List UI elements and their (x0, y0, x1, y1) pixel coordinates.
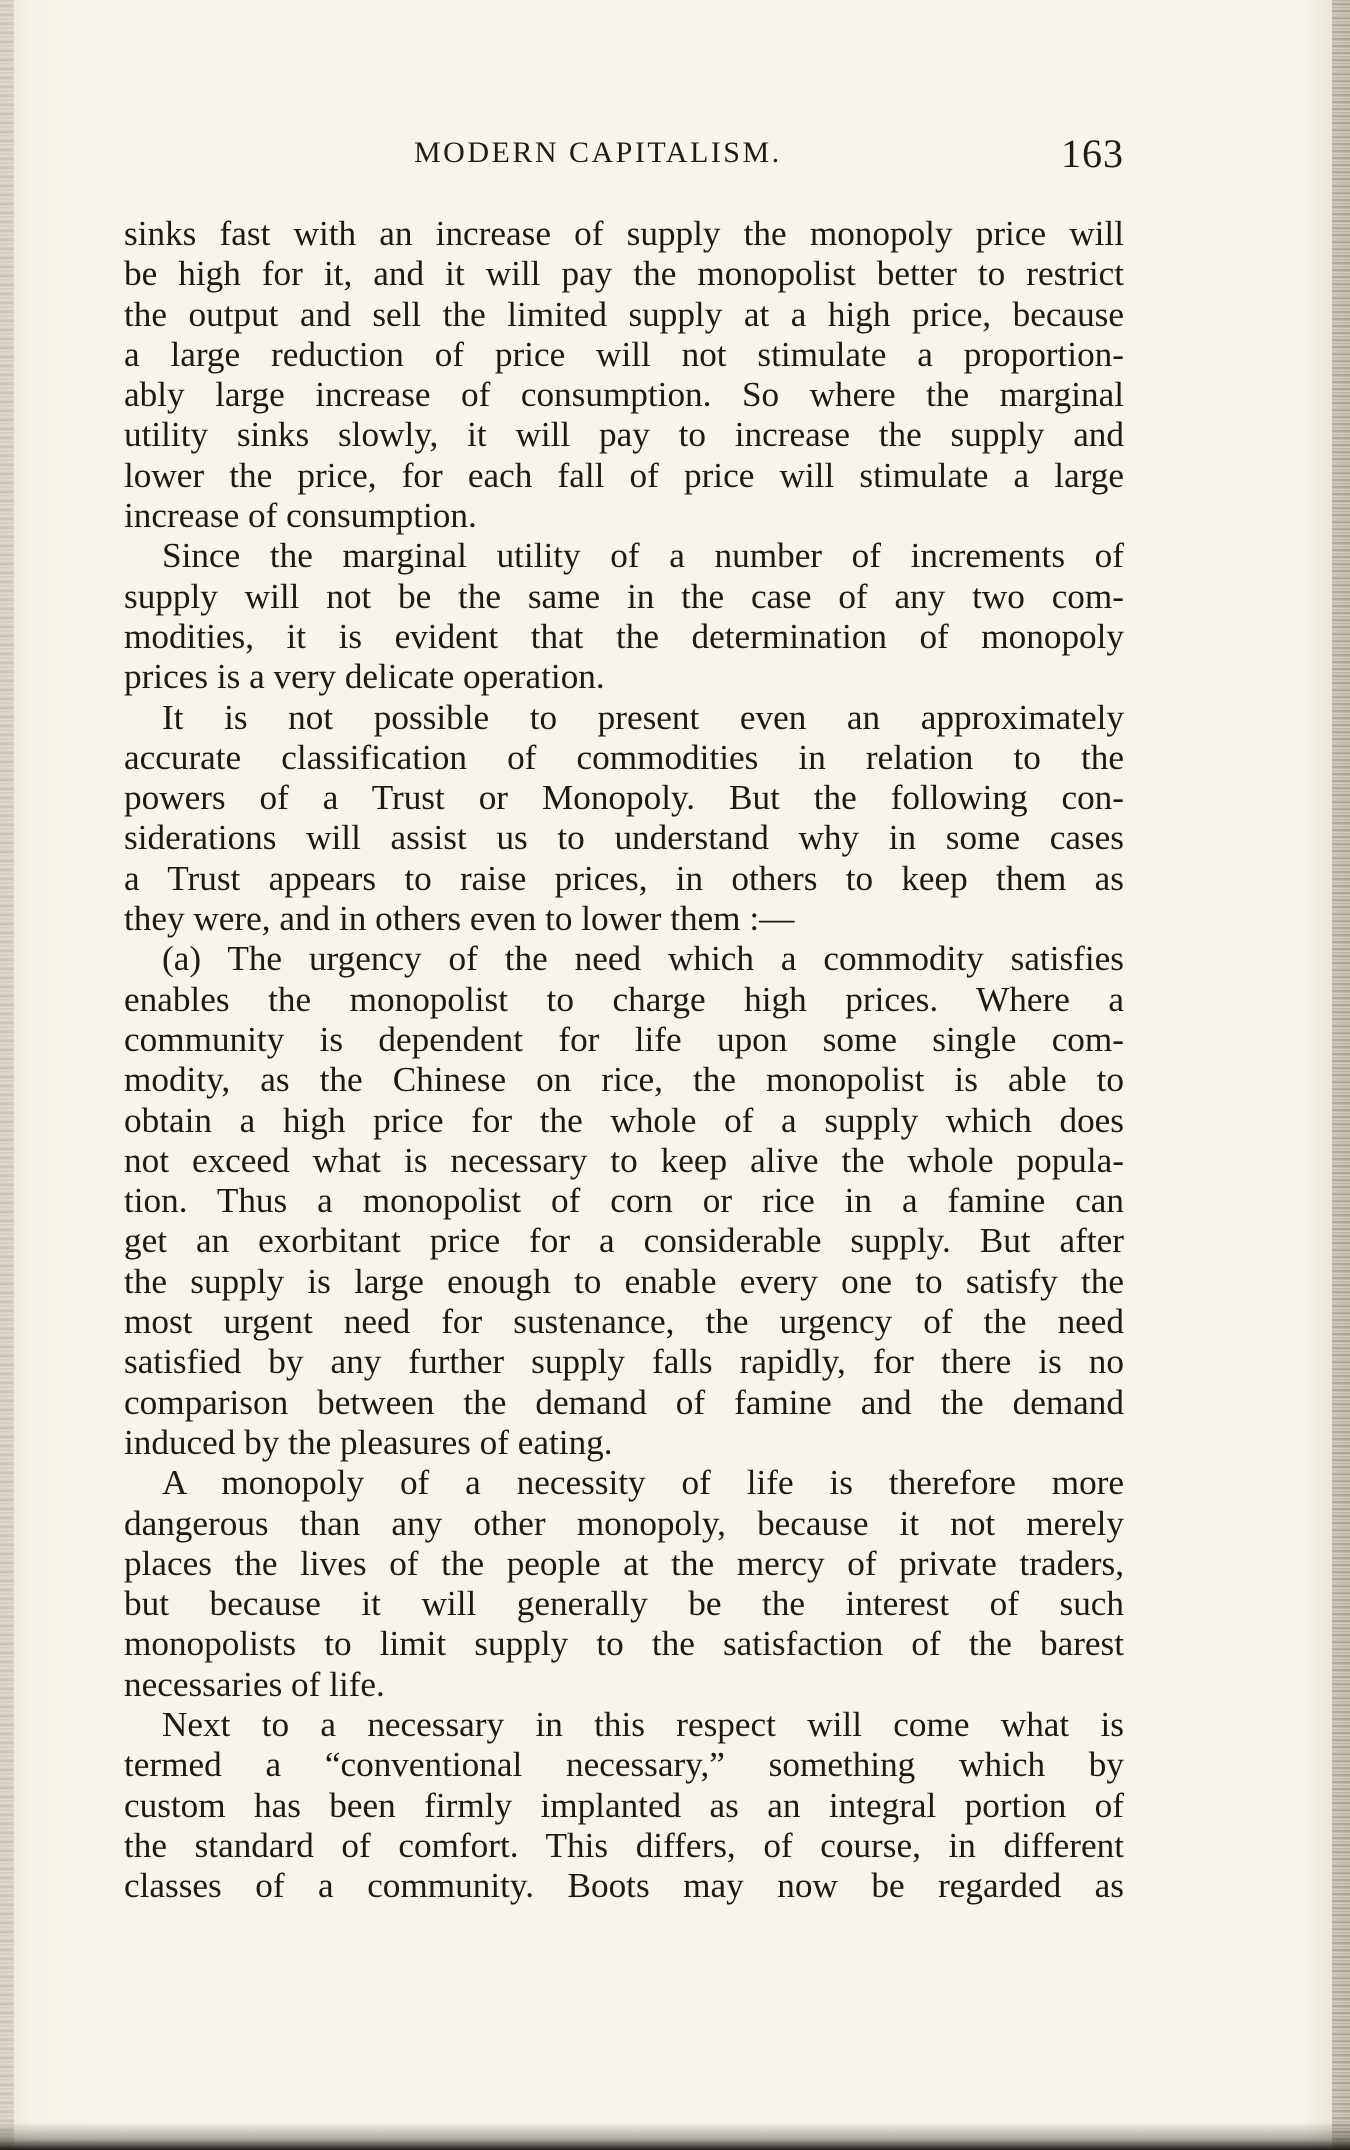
text-line: satisfied by any further supply falls rapidly, for there is no (124, 1342, 1124, 1382)
text-line: necessaries of life. (124, 1664, 385, 1704)
text-line: classes of a community. Boots may now be regarded as (124, 1866, 1124, 1906)
text-line: utility sinks slowly, it will pay to increase the supply and (124, 415, 1124, 455)
text-line: community is dependent for life upon some single com- (124, 1019, 1124, 1059)
text-line: Since the marginal utility of a number of increments of (162, 536, 1124, 576)
text-line: It is not possible to present even an approximately (162, 697, 1124, 737)
text-line: termed a “conventional necessary,” something which by (124, 1745, 1124, 1785)
text-line: tion. Thus a monopolist of corn or rice in a famine can (124, 1181, 1124, 1221)
text-line: (a) The urgency of the need which a commodity satisfies (162, 939, 1124, 979)
text-line: accurate classification of commodities in relation to the (124, 737, 1124, 777)
text-line: supply will not be the same in the case of any two com- (124, 576, 1124, 616)
text-line: they were, and in others even to lower them :— (124, 899, 795, 939)
text-line: A monopoly of a necessity of life is therefore more (162, 1463, 1124, 1503)
text-line: modity, as the Chinese on rice, the monopolist is able to (124, 1060, 1124, 1100)
text-line: lower the price, for each fall of price will stimulate a large (124, 455, 1124, 495)
text-line: a Trust appears to raise prices, in others to keep them as (124, 858, 1124, 898)
text-line: induced by the pleasures of eating. (124, 1422, 613, 1462)
text-line: custom has been firmly implanted as an integral portion of (124, 1785, 1124, 1825)
text-line: monopolists to limit supply to the satisfaction of the barest (124, 1624, 1124, 1664)
text-line: not exceed what is necessary to keep alive the whole popula- (124, 1140, 1124, 1180)
text-line: powers of a Trust or Monopoly. But the following con- (124, 778, 1124, 818)
text-line: the output and sell the limited supply at a high price, because (124, 294, 1124, 334)
text-line: be high for it, and it will pay the monopolist better to restrict (124, 254, 1124, 294)
text-line: get an exorbitant price for a considerable supply. But after (124, 1221, 1124, 1261)
text-line: prices is a very delicate operation. (124, 657, 605, 697)
page-bottom-shadow (0, 2122, 1350, 2150)
text-line: but because it will generally be the interest of such (124, 1584, 1124, 1624)
text-line: sinks fast with an increase of supply the monopoly price will (124, 214, 1124, 253)
running-title: MODERN CAPITALISM. (414, 136, 782, 169)
text-line: dangerous than any other monopoly, because it not merely (124, 1503, 1124, 1543)
text-line: obtain a high price for the whole of a supply which does (124, 1100, 1124, 1140)
text-line: modities, it is evident that the determination of monopoly (124, 616, 1124, 656)
text-line: most urgent need for sustenance, the urgency of the need (124, 1302, 1124, 1342)
text-line: siderations will assist us to understand why in some cases (124, 818, 1124, 858)
text-line: a large reduction of price will not stimulate a proportion- (124, 334, 1124, 374)
text-line: the supply is large enough to enable every one to satisfy the (124, 1261, 1124, 1301)
page-left-edge (0, 0, 14, 2150)
text-line: comparison between the demand of famine and the demand (124, 1382, 1124, 1422)
body-text (124, 214, 1124, 1906)
page-number: 163 (1061, 131, 1124, 176)
page-header (124, 131, 1124, 180)
text-line: ably large increase of consumption. So where the marginal (124, 375, 1124, 415)
text-line: increase of consumption. (124, 496, 477, 536)
text-line: places the lives of the people at the mercy of private traders, (124, 1543, 1124, 1583)
page-right-edge (1332, 0, 1350, 2150)
text-line: enables the monopolist to charge high prices. Where a (124, 979, 1124, 1019)
text-line: the standard of comfort. This differs, of course, in different (124, 1825, 1124, 1865)
text-line: Next to a necessary in this respect will come what is (162, 1704, 1124, 1744)
